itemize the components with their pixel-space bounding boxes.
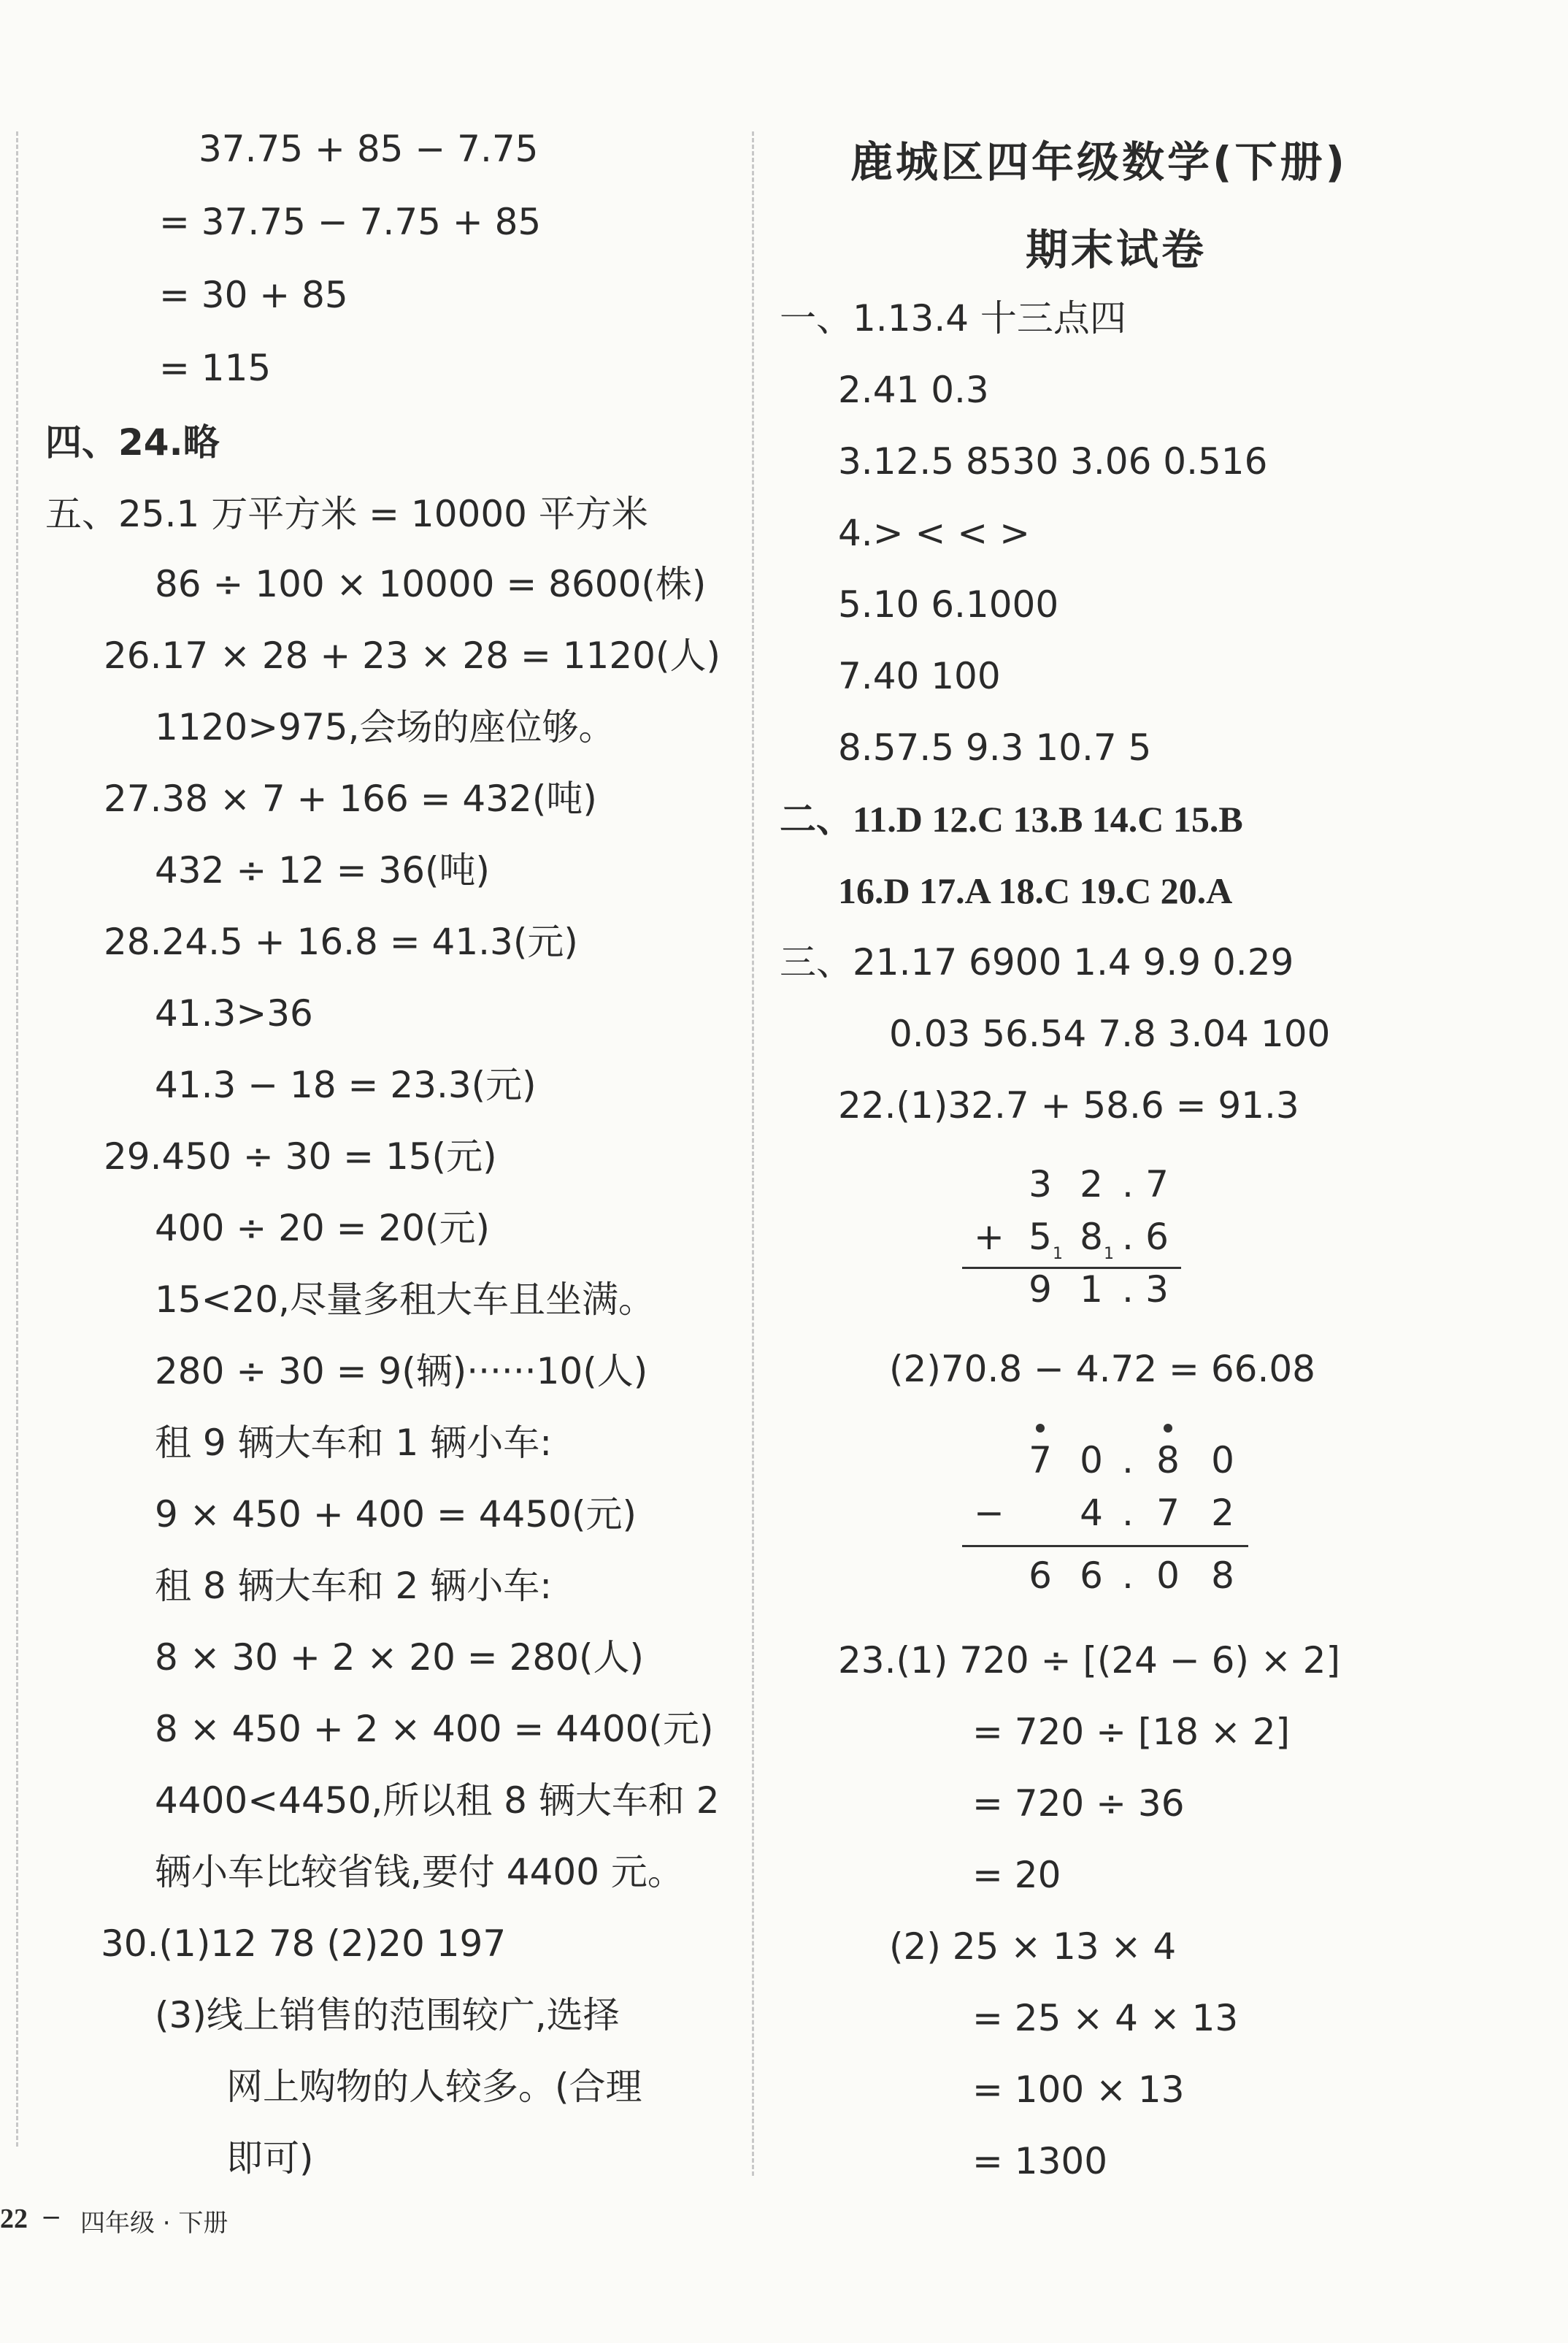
text-line: 三、21.17 6900 1.4 9.9 0.29 [780, 941, 1294, 983]
text-line: 辆小车比较省钱,要付 4400 元。 [155, 1851, 684, 1893]
digit: 6 [1080, 1554, 1103, 1597]
digit: 2 [1211, 1492, 1234, 1534]
text-line: (2) 25 × 13 × 4 [889, 1925, 1177, 1968]
digit: 4 [1080, 1492, 1103, 1534]
digit: 9 [1029, 1268, 1052, 1311]
text-line: 1120>975,会场的座位够。 [155, 706, 615, 748]
book-label: 四年级 · 下册 [80, 2209, 228, 2238]
text-line: 37.75 + 85 − 7.75 [199, 128, 539, 170]
text-line: 15<20,尽量多租大车且坐满。 [155, 1278, 656, 1321]
column-divider [752, 131, 754, 2176]
digit: 0 [1080, 1439, 1103, 1481]
digit: 2 [1080, 1163, 1103, 1205]
text-line: = 37.75 − 7.75 + 85 [159, 201, 542, 243]
text-line: 7.40 100 [838, 655, 1001, 697]
text-line: 5.10 6.1000 [838, 583, 1059, 626]
page-number: 22 [0, 2204, 28, 2234]
text-line: = 720 ÷ 36 [972, 1782, 1185, 1825]
digit: . [1122, 1492, 1134, 1534]
digit: 7 [1029, 1439, 1052, 1481]
digit: 3 [1029, 1163, 1052, 1205]
text-line: 41.3 − 18 = 23.3(元) [155, 1064, 537, 1106]
digit: 8 [1080, 1216, 1103, 1258]
digit: 7 [1156, 1492, 1180, 1534]
digit: . [1122, 1439, 1134, 1481]
digit: 3 [1145, 1268, 1169, 1311]
text-line: = 1300 [972, 2140, 1108, 2182]
digit: 0 [1156, 1554, 1180, 1597]
text-line: 3.12.5 8530 3.06 0.516 [838, 440, 1268, 483]
text-line: 28.24.5 + 16.8 = 41.3(元) [104, 921, 578, 963]
text-line: 8.57.5 9.3 10.7 5 [838, 726, 1152, 769]
text-line: 8 × 450 + 2 × 400 = 4400(元) [155, 1708, 714, 1750]
text-line: 0.03 56.54 7.8 3.04 100 [889, 1013, 1331, 1055]
text-line: 二、11.D 12.C 13.B 14.C 15.B [780, 799, 1243, 840]
text-line: 一、1.13.4 十三点四 [780, 297, 1126, 340]
operator: + [974, 1216, 1004, 1258]
text-line: = 30 + 85 [159, 274, 348, 316]
digit: 5 [1029, 1216, 1052, 1258]
text-line: 4400<4450,所以租 8 辆大车和 2 [155, 1779, 720, 1822]
text-line: = 100 × 13 [972, 2068, 1185, 2111]
digit: 7 [1145, 1163, 1169, 1205]
text-line: = 20 [972, 1854, 1061, 1896]
borrow-dot [1036, 1424, 1045, 1433]
text-line: 网上购物的人较多。(合理 [226, 2066, 642, 2108]
digit: . [1122, 1268, 1134, 1311]
text-line: = 720 ÷ [18 × 2] [972, 1711, 1291, 1753]
footer-dash: − [41, 2203, 62, 2232]
text-line: 2.41 0.3 [838, 369, 989, 411]
text-line: 400 ÷ 20 = 20(元) [155, 1207, 491, 1249]
text-line: 16.D 17.A 18.C 19.C 20.A [838, 870, 1233, 911]
text-line: 4.> < < > [838, 512, 1030, 554]
digit: 1 [1080, 1268, 1103, 1311]
text-line: 86 ÷ 100 × 10000 = 8600(株) [155, 563, 707, 605]
digit: 8 [1156, 1439, 1180, 1481]
text-line: 27.38 × 7 + 166 = 432(吨) [104, 778, 597, 820]
text-line: 22.(1)32.7 + 58.6 = 91.3 [838, 1084, 1299, 1127]
digit: 8 [1211, 1554, 1234, 1597]
text-line: 即可) [226, 2137, 314, 2179]
text-line: 41.3>36 [155, 992, 313, 1035]
text-line: 9 × 450 + 400 = 4450(元) [155, 1493, 637, 1535]
text-line: 五、25.1 万平方米 = 10000 平方米 [45, 493, 648, 535]
digit: 6 [1145, 1216, 1169, 1258]
operator: − [974, 1492, 1004, 1534]
text-line: = 115 [159, 347, 272, 389]
borrow-dot [1164, 1424, 1172, 1433]
digit: . [1122, 1554, 1134, 1597]
page-subtitle: 期末试卷 [1026, 225, 1207, 275]
digit: . [1122, 1163, 1134, 1205]
text-line: (3)线上销售的范围较广,选择 [155, 1994, 620, 2036]
text-line: = 25 × 4 × 13 [972, 1997, 1239, 2039]
text-line: 432 ÷ 12 = 36(吨) [155, 849, 491, 891]
text-line: 280 ÷ 30 = 9(辆)······10(人) [155, 1350, 648, 1392]
digit: 0 [1211, 1439, 1234, 1481]
text-line: 23.(1) 720 ÷ [(24 − 6) × 2] [838, 1639, 1340, 1681]
digit: . [1122, 1216, 1134, 1258]
text-line: 29.450 ÷ 30 = 15(元) [104, 1135, 497, 1178]
text-line: 四、24.略 [45, 421, 220, 464]
carry-mark: 1 [1104, 1245, 1114, 1263]
text-line: 8 × 30 + 2 × 20 = 280(人) [155, 1636, 645, 1679]
left-margin-rule [16, 131, 18, 2147]
text-line: 租 8 辆大车和 2 辆小车: [155, 1565, 553, 1607]
text-line: 30.(1)12 78 (2)20 197 [101, 1922, 507, 1965]
text-line: 26.17 × 28 + 23 × 28 = 1120(人) [104, 634, 720, 677]
difference-line [962, 1545, 1248, 1547]
text-line: 租 9 辆大车和 1 辆小车: [155, 1422, 553, 1464]
digit: 6 [1029, 1554, 1052, 1597]
carry-mark: 1 [1053, 1245, 1063, 1263]
text-line: (2)70.8 − 4.72 = 66.08 [889, 1348, 1315, 1390]
page-title: 鹿城区四年级数学(下册) [850, 137, 1348, 187]
